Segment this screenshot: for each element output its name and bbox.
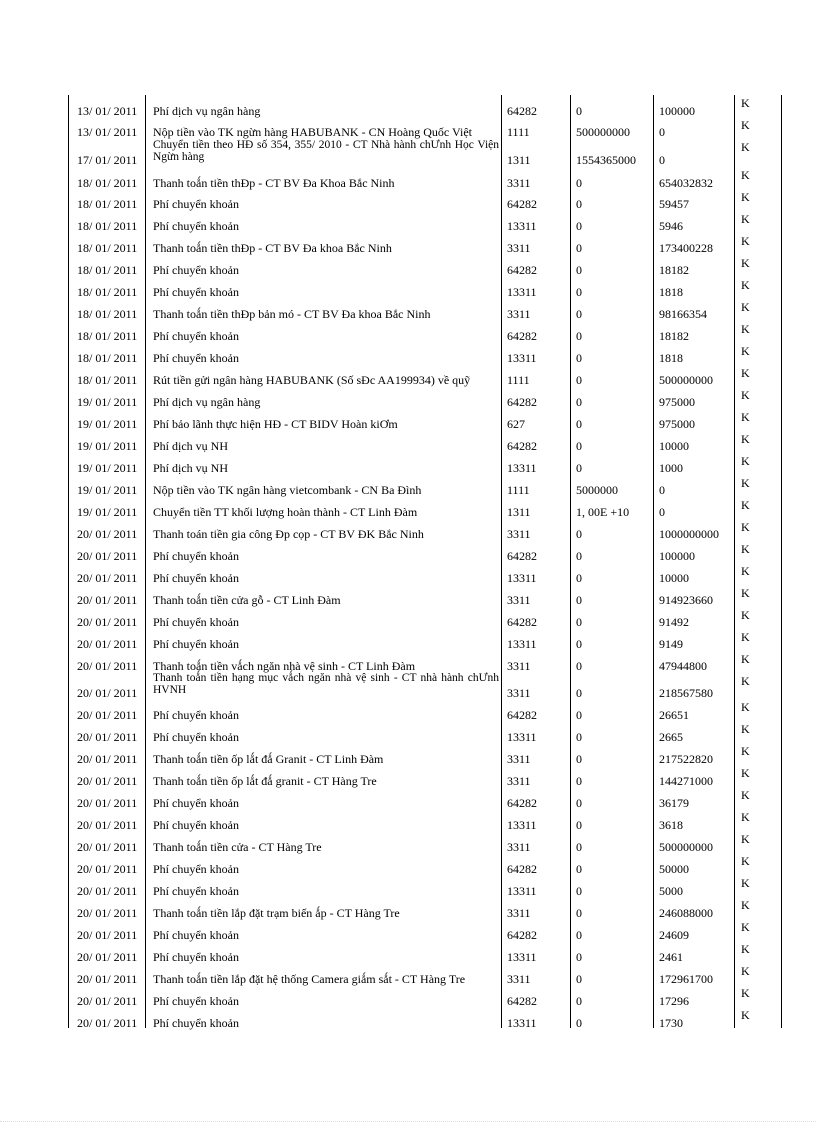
row-account: 64282 — [507, 708, 537, 722]
row-debit: 5000000 — [576, 483, 618, 497]
row-description: Phí chuyển khoản — [153, 708, 239, 722]
row-account: 64282 — [507, 439, 537, 453]
row-credit: 2461 — [659, 950, 683, 964]
row-flag: K — [741, 942, 750, 956]
row-account: 13311 — [507, 730, 537, 744]
row-debit: 0 — [576, 884, 582, 898]
row-date: 20/ 01/ 2011 — [77, 884, 138, 898]
row-date: 19/ 01/ 2011 — [77, 461, 138, 475]
column-divider — [570, 95, 571, 1028]
row-flag: K — [741, 344, 750, 358]
row-account: 13311 — [507, 1016, 537, 1030]
row-debit: 0 — [576, 796, 582, 810]
row-debit: 0 — [576, 730, 582, 744]
row-credit: 0 — [659, 505, 665, 519]
row-description: Phí chuyển khoản — [153, 994, 239, 1008]
row-debit: 0 — [576, 417, 582, 431]
row-description: Nộp tiền vào TK ngân hàng vietcombank - CN Ba Đình — [153, 483, 422, 497]
row-credit: 0 — [659, 483, 665, 497]
row-credit: 59457 — [659, 197, 689, 211]
row-credit: 18182 — [659, 329, 689, 343]
row-credit: 100000 — [659, 104, 695, 118]
row-date: 20/ 01/ 2011 — [77, 615, 138, 629]
row-flag: K — [741, 118, 750, 132]
row-flag: K — [741, 212, 750, 226]
row-debit: 0 — [576, 928, 582, 942]
row-date: 20/ 01/ 2011 — [77, 862, 138, 876]
row-account: 64282 — [507, 994, 537, 1008]
row-description: Phí chuyển khoản — [153, 197, 239, 211]
row-flag: K — [741, 564, 750, 578]
row-date: 19/ 01/ 2011 — [77, 505, 138, 519]
row-flag: K — [741, 410, 750, 424]
row-account: 1311 — [507, 153, 531, 167]
row-flag: K — [741, 898, 750, 912]
row-flag: K — [741, 586, 750, 600]
row-description: Phí chuyển khoản — [153, 796, 239, 810]
row-account: 3311 — [507, 593, 531, 607]
row-account: 1111 — [507, 483, 530, 497]
row-credit: 5946 — [659, 219, 683, 233]
row-account: 13311 — [507, 219, 537, 233]
row-credit: 173400228 — [659, 241, 713, 255]
row-credit: 218567580 — [659, 686, 713, 700]
row-date: 20/ 01/ 2011 — [77, 593, 138, 607]
row-account: 3311 — [507, 774, 531, 788]
row-credit: 17296 — [659, 994, 689, 1008]
row-flag: K — [741, 854, 750, 868]
row-credit: 18182 — [659, 263, 689, 277]
row-date: 20/ 01/ 2011 — [77, 906, 138, 920]
row-credit: 47944800 — [659, 659, 707, 673]
row-debit: 0 — [576, 307, 582, 321]
row-debit: 0 — [576, 659, 582, 673]
row-account: 1111 — [507, 373, 530, 387]
row-flag: K — [741, 388, 750, 402]
row-credit: 2665 — [659, 730, 683, 744]
row-credit: 1818 — [659, 351, 683, 365]
row-credit: 3618 — [659, 818, 683, 832]
row-description: Thanh toǻn tiền thĐp - CT BV Đa khoa Bắc Ninh — [153, 241, 392, 255]
row-debit: 0 — [576, 615, 582, 629]
row-date: 19/ 01/ 2011 — [77, 395, 138, 409]
row-flag: K — [741, 652, 750, 666]
row-credit: 1000000000 — [659, 527, 719, 541]
row-description: Phí chuyển khoản — [153, 884, 239, 898]
row-debit: 0 — [576, 950, 582, 964]
row-debit: 0 — [576, 176, 582, 190]
row-date: 19/ 01/ 2011 — [77, 439, 138, 453]
row-description: Thanh toǻn tiền vǻch ngăn nhà vệ sinh - CT Linh Đàm — [153, 659, 416, 673]
column-divider — [501, 95, 502, 1028]
row-debit: 0 — [576, 263, 582, 277]
row-debit: 0 — [576, 571, 582, 585]
row-date: 18/ 01/ 2011 — [77, 241, 138, 255]
row-flag: K — [741, 674, 750, 688]
row-date: 13/ 01/ 2011 — [77, 125, 138, 139]
column-divider — [734, 95, 735, 1028]
row-debit: 0 — [576, 774, 582, 788]
row-date: 17/ 01/ 2011 — [77, 153, 138, 167]
row-description: Phí chuyển khoản — [153, 1016, 239, 1030]
row-flag: K — [741, 366, 750, 380]
row-flag: K — [741, 278, 750, 292]
row-account: 1311 — [507, 505, 531, 519]
row-flag: K — [741, 140, 750, 154]
row-account: 3311 — [507, 906, 531, 920]
row-account: 64282 — [507, 329, 537, 343]
row-description: Phí chuyển khoản — [153, 730, 239, 744]
row-flag: K — [741, 96, 750, 110]
row-account: 13311 — [507, 571, 537, 585]
row-flag: K — [741, 542, 750, 556]
row-flag: K — [741, 190, 750, 204]
row-description: Rút tiền gửi ngân hàng HABUBANK (Số sĐc AA199934) về quỹ — [153, 373, 471, 387]
row-date: 13/ 01/ 2011 — [77, 104, 138, 118]
row-account: 13311 — [507, 637, 537, 651]
row-credit: 0 — [659, 125, 665, 139]
row-date: 20/ 01/ 2011 — [77, 637, 138, 651]
row-account: 64282 — [507, 197, 537, 211]
row-date: 18/ 01/ 2011 — [77, 373, 138, 387]
row-description: Thanh toǻn tiền hạng mục vǻch ngăn nhà vệ sinh - CT nhà hành chƯnh HVNH — [153, 672, 499, 696]
row-debit: 0 — [576, 549, 582, 563]
row-flag: K — [741, 608, 750, 622]
row-flag: K — [741, 766, 750, 780]
row-flag: K — [741, 810, 750, 824]
row-credit: 246088000 — [659, 906, 713, 920]
row-debit: 0 — [576, 818, 582, 832]
row-flag: K — [741, 744, 750, 758]
row-date: 20/ 01/ 2011 — [77, 686, 138, 700]
row-credit: 975000 — [659, 395, 695, 409]
row-date: 20/ 01/ 2011 — [77, 840, 138, 854]
row-debit: 0 — [576, 1016, 582, 1030]
row-description: Thanh toán tiền gia công Đp cọp - CT BV ĐK Bắc Ninh — [153, 527, 424, 541]
row-debit: 1554365000 — [576, 153, 636, 167]
row-credit: 50000 — [659, 862, 689, 876]
row-flag: K — [741, 722, 750, 736]
page-bottom-edge — [0, 1121, 816, 1122]
row-debit: 0 — [576, 219, 582, 233]
row-credit: 36179 — [659, 796, 689, 810]
row-account: 64282 — [507, 549, 537, 563]
row-description: Phí chuyển khoản — [153, 818, 239, 832]
row-flag: K — [741, 168, 750, 182]
row-account: 64282 — [507, 263, 537, 277]
row-account: 3311 — [507, 307, 531, 321]
row-description: Phí chuyển khoản — [153, 571, 239, 585]
row-credit: 172961700 — [659, 972, 713, 986]
row-debit: 0 — [576, 637, 582, 651]
row-date: 19/ 01/ 2011 — [77, 483, 138, 497]
row-description: Phí chuyển khoản — [153, 285, 239, 299]
row-flag: K — [741, 1008, 750, 1022]
row-date: 18/ 01/ 2011 — [77, 219, 138, 233]
row-account: 13311 — [507, 351, 537, 365]
row-account: 627 — [507, 417, 525, 431]
row-credit: 10000 — [659, 571, 689, 585]
column-divider — [145, 95, 146, 1028]
row-date: 20/ 01/ 2011 — [77, 796, 138, 810]
row-debit: 0 — [576, 593, 582, 607]
row-flag: K — [741, 234, 750, 248]
row-account: 3311 — [507, 176, 531, 190]
row-description: Phí bảo lãnh thực hiện HĐ - CT BIDV Hoàn kiƠm — [153, 417, 398, 431]
row-credit: 500000000 — [659, 373, 713, 387]
row-flag: K — [741, 256, 750, 270]
row-debit: 0 — [576, 972, 582, 986]
row-account: 3311 — [507, 686, 531, 700]
row-description: Thanh toǻn tiền cửa - CT Hàng Tre — [153, 840, 322, 854]
row-debit: 1, 00E +10 — [576, 505, 630, 519]
row-debit: 0 — [576, 461, 582, 475]
row-date: 19/ 01/ 2011 — [77, 417, 138, 431]
row-account: 3311 — [507, 659, 531, 673]
row-description: Thanh toǻn tiền lắp đặt hệ thống Camera giǻm sǻt - CT Hàng Tre — [153, 972, 466, 986]
row-description: Thanh toǻn tiền thĐp bản mó - CT BV Đa khoa Bắc Ninh — [153, 307, 431, 321]
row-flag: K — [741, 520, 750, 534]
row-account: 3311 — [507, 972, 531, 986]
row-date: 18/ 01/ 2011 — [77, 351, 138, 365]
row-description: Phí chuyển khoản — [153, 615, 239, 629]
row-credit: 914923660 — [659, 593, 713, 607]
row-credit: 1818 — [659, 285, 683, 299]
row-credit: 500000000 — [659, 840, 713, 854]
row-flag: K — [741, 700, 750, 714]
row-description: Phí chuyển khoản — [153, 862, 239, 876]
row-account: 3311 — [507, 527, 531, 541]
row-debit: 0 — [576, 906, 582, 920]
row-description: Thanh toǻn tiền ốp lǻt đǻ granit - CT Hàng Tre — [153, 774, 377, 788]
row-debit: 0 — [576, 329, 582, 343]
row-date: 20/ 01/ 2011 — [77, 774, 138, 788]
row-date: 18/ 01/ 2011 — [77, 176, 138, 190]
row-description: Phí dịch vụ NH — [153, 439, 228, 453]
row-debit: 0 — [576, 285, 582, 299]
row-account: 1111 — [507, 125, 530, 139]
row-flag: K — [741, 476, 750, 490]
row-credit: 975000 — [659, 417, 695, 431]
row-description: Phí chuyển khoản — [153, 950, 239, 964]
row-date: 20/ 01/ 2011 — [77, 928, 138, 942]
row-date: 20/ 01/ 2011 — [77, 708, 138, 722]
row-credit: 24609 — [659, 928, 689, 942]
row-credit: 91492 — [659, 615, 689, 629]
row-description: Chuyển tiền theo HĐ số 354, 355/ 2010 - CT Nhà hành chƯnh Học Viện Ngừn hàng — [153, 139, 499, 163]
row-debit: 500000000 — [576, 125, 630, 139]
row-description: Phí chuyển khoản — [153, 219, 239, 233]
row-date: 18/ 01/ 2011 — [77, 263, 138, 277]
row-flag: K — [741, 788, 750, 802]
row-date: 20/ 01/ 2011 — [77, 527, 138, 541]
row-flag: K — [741, 876, 750, 890]
row-credit: 9149 — [659, 637, 683, 651]
row-credit: 26651 — [659, 708, 689, 722]
row-credit: 144271000 — [659, 774, 713, 788]
row-flag: K — [741, 832, 750, 846]
row-account: 64282 — [507, 862, 537, 876]
row-debit: 0 — [576, 395, 582, 409]
row-date: 18/ 01/ 2011 — [77, 329, 138, 343]
row-date: 20/ 01/ 2011 — [77, 818, 138, 832]
row-description: Thanh toǻn tiền cửa gỗ - CT Linh Đàm — [153, 593, 341, 607]
row-description: Phí dịch vụ NH — [153, 461, 228, 475]
row-date: 20/ 01/ 2011 — [77, 950, 138, 964]
row-account: 13311 — [507, 461, 537, 475]
row-account: 64282 — [507, 928, 537, 942]
row-date: 18/ 01/ 2011 — [77, 307, 138, 321]
row-credit: 98166354 — [659, 307, 707, 321]
row-flag: K — [741, 432, 750, 446]
row-flag: K — [741, 630, 750, 644]
row-date: 20/ 01/ 2011 — [77, 1016, 138, 1030]
row-description: Phí chuyển khoản — [153, 263, 239, 277]
row-debit: 0 — [576, 994, 582, 1008]
row-description: Nộp tiền vào TK ngừn hàng HABUBANK - CN Hoàng Quốc Việt — [153, 125, 472, 139]
row-account: 64282 — [507, 395, 537, 409]
row-description: Thanh toǻn tiền thĐp - CT BV Đa Khoa Bắc Ninh — [153, 176, 395, 190]
row-flag: K — [741, 964, 750, 978]
row-date: 18/ 01/ 2011 — [77, 285, 138, 299]
row-debit: 0 — [576, 840, 582, 854]
column-divider — [653, 95, 654, 1028]
row-description: Phí chuyển khoản — [153, 928, 239, 942]
row-credit: 0 — [659, 153, 665, 167]
row-credit: 1730 — [659, 1016, 683, 1030]
row-flag: K — [741, 986, 750, 1000]
row-flag: K — [741, 322, 750, 336]
row-flag: K — [741, 920, 750, 934]
row-account: 3311 — [507, 840, 531, 854]
row-description: Thanh toǻn tiền lắp đặt trạm biến ǻp - CT Hàng Tre — [153, 906, 400, 920]
row-date: 20/ 01/ 2011 — [77, 549, 138, 563]
row-credit: 10000 — [659, 439, 689, 453]
row-date: 20/ 01/ 2011 — [77, 730, 138, 744]
row-debit: 0 — [576, 862, 582, 876]
row-description: Phí chuyển khoản — [153, 637, 239, 651]
row-account: 13311 — [507, 950, 537, 964]
row-flag: K — [741, 300, 750, 314]
row-account: 13311 — [507, 818, 537, 832]
row-account: 3311 — [507, 241, 531, 255]
row-debit: 0 — [576, 104, 582, 118]
row-description: Thanh toǻn tiền ốp lǻt đǻ Granit - CT Linh Đàm — [153, 752, 384, 766]
row-description: Phí dịch vụ ngân hàng — [153, 104, 261, 118]
row-debit: 0 — [576, 752, 582, 766]
row-date: 18/ 01/ 2011 — [77, 197, 138, 211]
row-description: Phí chuyển khoản — [153, 549, 239, 563]
row-description: Chuyển tiền TT khối lượng hoàn thành - CT Linh Đàm — [153, 505, 418, 519]
row-credit: 1000 — [659, 461, 683, 475]
row-debit: 0 — [576, 527, 582, 541]
row-date: 20/ 01/ 2011 — [77, 659, 138, 673]
row-account: 3311 — [507, 752, 531, 766]
row-date: 20/ 01/ 2011 — [77, 994, 138, 1008]
row-debit: 0 — [576, 708, 582, 722]
row-account: 13311 — [507, 884, 537, 898]
row-account: 64282 — [507, 615, 537, 629]
row-credit: 654032832 — [659, 176, 713, 190]
row-date: 20/ 01/ 2011 — [77, 571, 138, 585]
row-account: 64282 — [507, 104, 537, 118]
row-debit: 0 — [576, 373, 582, 387]
row-date: 20/ 01/ 2011 — [77, 752, 138, 766]
ledger-table — [68, 95, 782, 1028]
row-flag: K — [741, 498, 750, 512]
row-description: Phí chuyển khoản — [153, 329, 239, 343]
row-account: 13311 — [507, 285, 537, 299]
row-debit: 0 — [576, 197, 582, 211]
row-debit: 0 — [576, 686, 582, 700]
row-debit: 0 — [576, 241, 582, 255]
row-debit: 0 — [576, 439, 582, 453]
row-date: 20/ 01/ 2011 — [77, 972, 138, 986]
row-flag: K — [741, 454, 750, 468]
row-description: Phí dịch vụ ngân hàng — [153, 395, 261, 409]
row-account: 64282 — [507, 796, 537, 810]
row-description: Phí chuyển khoản — [153, 351, 239, 365]
row-credit: 5000 — [659, 884, 683, 898]
row-credit: 217522820 — [659, 752, 713, 766]
row-credit: 100000 — [659, 549, 695, 563]
row-debit: 0 — [576, 351, 582, 365]
